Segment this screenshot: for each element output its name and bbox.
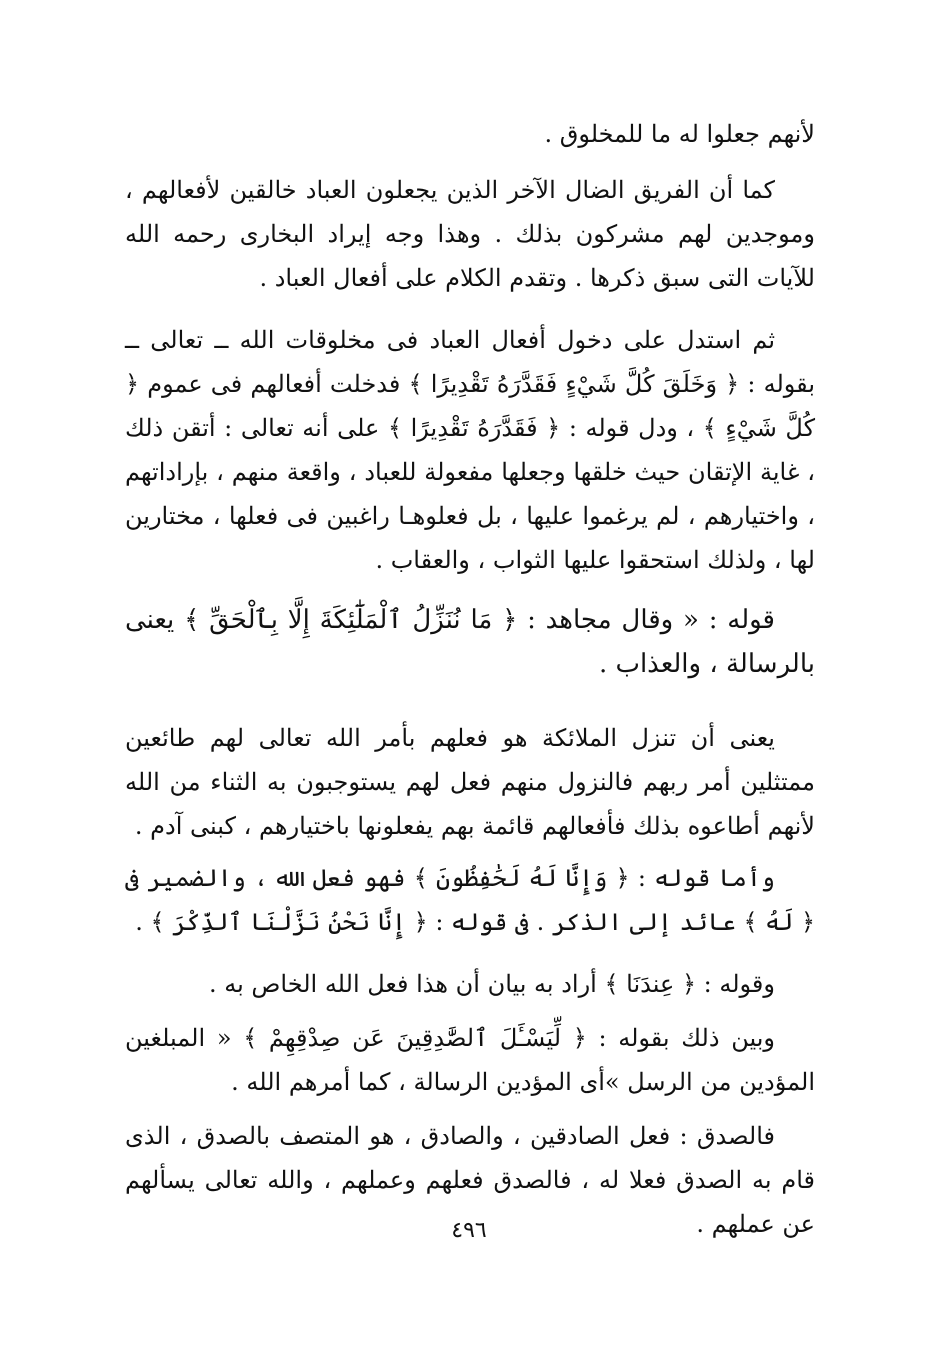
paragraph-text: كما أن الفريق الضال الآخر الذين يجعلون العباد خالقين لأفعالهم ، وموجدين لهم مشركون بذلك . وهذا وجه إيراد البخارى رحمه الله للآيات التى سبق ذكرها . وتقدم الكلام على أفعال العباد . [125, 176, 815, 292]
paragraph-text: وأما قوله : ﴿ وَإِنَّا لَهُ لَحَٰفِظُونَ ﴾ فهو فعل الله ، والضمير فى ﴿ لَهُ ﴾ عائد إلى الذكر . فى قوله : ﴿ إِنَّا نَحْنُ نَزَّلْنَا ٱلذِّكْرَ ﴾ . [125, 864, 815, 936]
paragraph-text: وقوله : ﴿ عِندَنَا ﴾ أراد به بيان أن هذا فعل الله الخاص به . [208, 970, 775, 998]
paragraph-text: وبين ذلك بقوله : ﴿ لِّيَسْـَٔلَ ٱلصَّٰدِقِينَ عَن صِدْقِهِمْ ﴾ « المبلغين المؤدين من الرسل »أى المؤدين الرسالة ، كما أمرهم الله . [125, 1024, 815, 1096]
paragraph-text: قوله : « وقال مجاهد : ﴿ مَا نُنَزِّلُ ٱلْمَلَٰٓئِكَةَ إِلَّا بِٱلْحَقِّ ﴾ يعنى بالرسالة ، والعذاب . [125, 605, 815, 679]
paragraph-5 [125, 716, 815, 848]
paragraph-text: فالصدق : فعل الصادقين ، والصادق ، هو المتصف بالصدق ، الذى قام به الصدق فعلا له ، فالصدق فعلهم وعملهم ، والله تعالى يسألهم عن عملهم . [125, 1122, 815, 1238]
paragraph-8 [125, 1016, 815, 1104]
paragraph-3 [125, 318, 815, 582]
paragraph-2 [125, 168, 815, 300]
paragraph-text: يعنى أن تنزل الملائكة هو فعلهم بأمر الله تعالى لهم طائعين ممتثلين أمر ربهم فالنزول منهم فعل لهم يستوجبون به الثناء من الله لأنهم أطاعوه بذلك فأفعالهم قائمة بهم يفعلونها باختيارهم ، كبنى آدم . [125, 724, 815, 840]
paragraph-text: لأنهم جعلوا له ما للمخلوق . [544, 120, 815, 148]
paragraph-4 [125, 598, 815, 686]
paragraph-7 [125, 962, 815, 1006]
paragraph-text: ثم استدل على دخول أفعال العباد فى مخلوقات الله ــ تعالى ــ بقوله : ﴿ وَخَلَقَ كُلَّ شَيْءٍ فَقَدَّرَهُ تَقْدِيرًا ﴾ فدخلت أفعالهم فى عموم ﴿ كُلَّ شَيْءٍ ﴾ ، ودل قوله : ﴿ فَقَدَّرَهُ تَقْدِيرًا ﴾ على أنه تعالى : أتقن ذلك ، غاية الإتقان حيث خلقها وجعلها مفعولة للعباد ، واقعة منهم ، بإراداتهم ، واختيارهم ، لم يرغموا عليها ، بل فعلوهـا راغبين فى فعلها ، مختارين لها ، ولذلك استحقوا عليها الثواب ، والعقاب . [125, 326, 816, 574]
paragraph-6 [125, 856, 815, 944]
page-number: ٤٩٦ [451, 1218, 487, 1243]
paragraph-1 [125, 112, 815, 156]
